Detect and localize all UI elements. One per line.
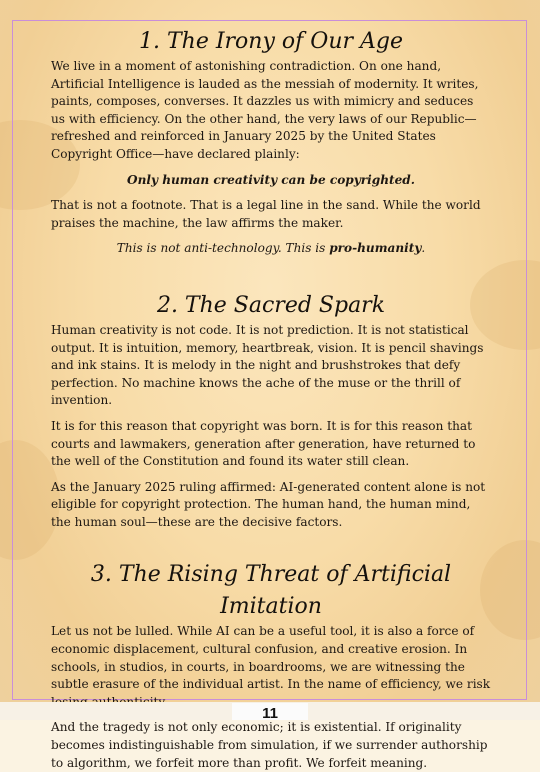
closing-emphasis: pro-humanity [329, 241, 422, 256]
paragraph: That is not a footnote. That is a legal line in the sand. While the world praises the machine, the law affirms the maker. [51, 198, 481, 230]
paragraph: Human creativity is not code. It is not prediction. It is not statistical output. It is intuition, memory, heartbreak, vision. It is pencil shavings and ink stains. It is melody in the night and brushstrokes that defy perfection. No machine knows the ache of the muse or the thrill of invention. [51, 322, 484, 408]
section-sacred-spark [51, 290, 491, 532]
paragraph: Let us not be lulled. While AI can be a useful tool, it is also a force of economic displacement, cultural confusion, and creative erosion. In schools, in studios, in courts, in boardrooms, we are witnessing the subtle erasure of the individual artist. In the name of efficiency, we risk [51, 624, 491, 692]
emphasis-quote: Only human creativity can be copyrighted. [127, 172, 415, 187]
section-irony [51, 26, 491, 258]
paragraph: As the January 2025 ruling affirmed: AI-generated content alone is not eligible for copyright protection. The human hand, the human mind, the human soul—these are the decisive factors. [51, 479, 486, 529]
closing-period: . [421, 241, 426, 256]
section-rising-threat [51, 559, 491, 772]
section-heading: 2. The Sacred Spark [156, 292, 386, 318]
document-body [51, 26, 491, 772]
closing-line [51, 240, 491, 258]
closing-text: This is not anti-technology. This is [116, 241, 330, 256]
section-heading: 1. The Irony of Our Age [139, 29, 403, 54]
paragraph: And the tragedy is not only economic; it is existential. If originality becomes indistinguishable from simulation, if we surrender authorship to algorithm, we forfeit more than profit. We forfeit meaning. [51, 720, 488, 770]
paragraph: It is for this reason that copyright was born. It is for this reason that courts and lawmakers, generation after generation, have returned to the well of the Constitution and found its water still clean. [51, 418, 476, 469]
section-heading: 3. The Rising Threat of Artificial Imitation [90, 562, 452, 620]
paragraph: We live in a moment of astonishing contradiction. On one hand, Artificial Intelligence is lauded as the messiah of modernity. It writes, paints, composes, converses. It dazzles us with mimicry and seduces us with efficiency. On the other hand, the very laws of our Republic—refreshed and reinforced in January 2025 by the United States Copyright Office—have declared plainly: [51, 59, 479, 161]
page-number: 11 [232, 703, 308, 720]
